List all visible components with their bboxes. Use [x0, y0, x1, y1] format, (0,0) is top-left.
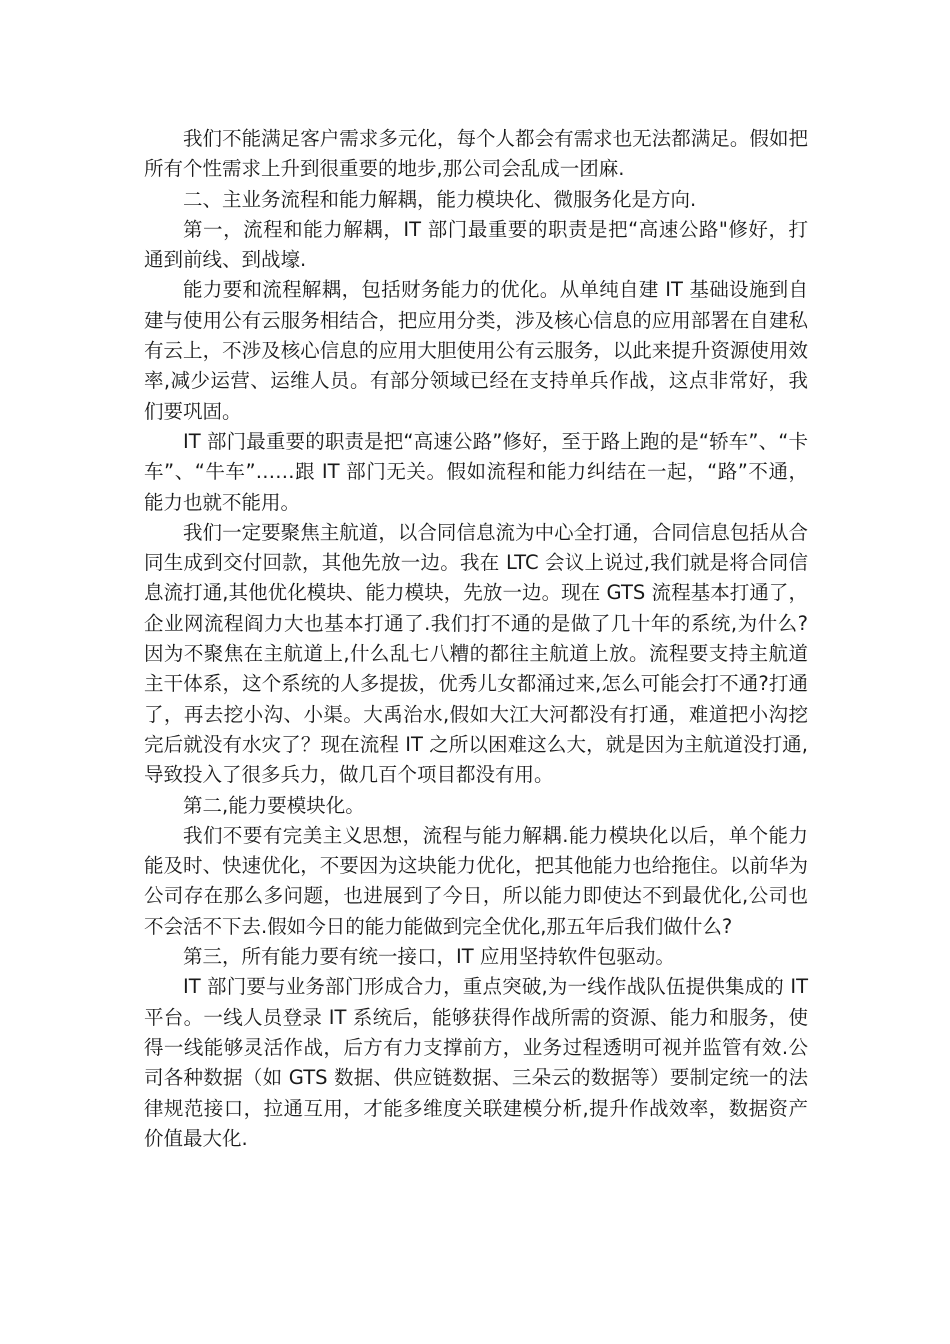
paragraph: IT 部门要与业务部门形成合力，重点突破,为一线作战队伍提供集成的 IT 平台。一线人员登录 IT 系统后，能够获得作战所需的资源、能力和服务，使得一线能够灵活作战，后方有力支撑前方，业务过程透明可视并监管有效.公司各种数据（如 GTS 数据、供应链数据、三朵云的数据等）要制定统一的法律规范接口，拉通互用，才能多维度关联建模分析,提升作战效率，数据资产价值最大化. — [144, 975, 808, 1150]
subheading: 第三，所有能力要有统一接口，IT 应用坚持软件包驱动。 — [183, 945, 675, 969]
subheading: 第二,能力要模块化。 — [183, 793, 365, 817]
paragraph: 我们一定要聚焦主航道，以合同信息流为中心全打通，合同信息包括从合同生成到交付回款，其他先放一边。我在 LTC 会议上说过,我们就是将合同信息流打通,其他优化模块、能力模块，先放一边。现在 GTS 流程基本打通了，企业网流程阎力大也基本打通了.我们打不通的是做了几十年的系统,为什么?因为不聚焦在主航道上,什么乱七八糟的都往主航道上放。流程要支持主航道主干体系，这个系统的人多提拔，优秀儿女都涌过来,怎么可能会打不通?打通了，再去挖小沟、小渠。大禹治水,假如大江大河都没有打通，难道把小沟挖完后就没有水灾了？现在流程 IT 之所以困难这么大，就是因为主航道没打通,导致投入了很多兵力，做几百个项目都没有用。 — [144, 520, 808, 787]
paragraph: 第一，流程和能力解耦，IT 部门最重要的职责是把“高速公路"修好，打通到前线、到战壕. — [144, 217, 808, 272]
paragraph: 能力要和流程解耦，包括财务能力的优化。从单纯自建 IT 基础设施到自建与使用公有云服务相结合，把应用分类，涉及核心信息的应用部署在自建私有云上，不涉及核心信息的应用大胆使用公有云服务，以此来提升资源使用效率,减少运营、运维人员。有部分领域已经在支持单兵作战，这点非常好，我们要巩固。 — [144, 278, 808, 423]
paragraph: IT 部门最重要的职责是把“高速公路”修好，至于路上跑的是“轿车”、“卡车”、“牛车”……跟 IT 部门无关。假如流程和能力纠结在一起，“路”不通，能力也就不能用。 — [144, 429, 808, 514]
paragraph: 我们不能满足客户需求多元化，每个人都会有需求也无法都满足。假如把所有个性需求上升到很重要的地步,那公司会乱成一团麻. — [144, 127, 808, 181]
section-heading: 二、主业务流程和能力解耦，能力模块化、微服务化是方向. — [183, 187, 697, 211]
paragraph: 我们不要有完美主义思想，流程与能力解耦.能力模块化以后，单个能力能及时、快速优化，不要因为这块能力优化，把其他能力也给拖住。以前华为公司存在那么多问题，也进展到了今日，所以能力即使达不到最优化,公司也不会活不下去.假如今日的能力能做到完全优化,那五年后我们做什么? — [144, 823, 808, 938]
body-text — [144, 124, 808, 1154]
